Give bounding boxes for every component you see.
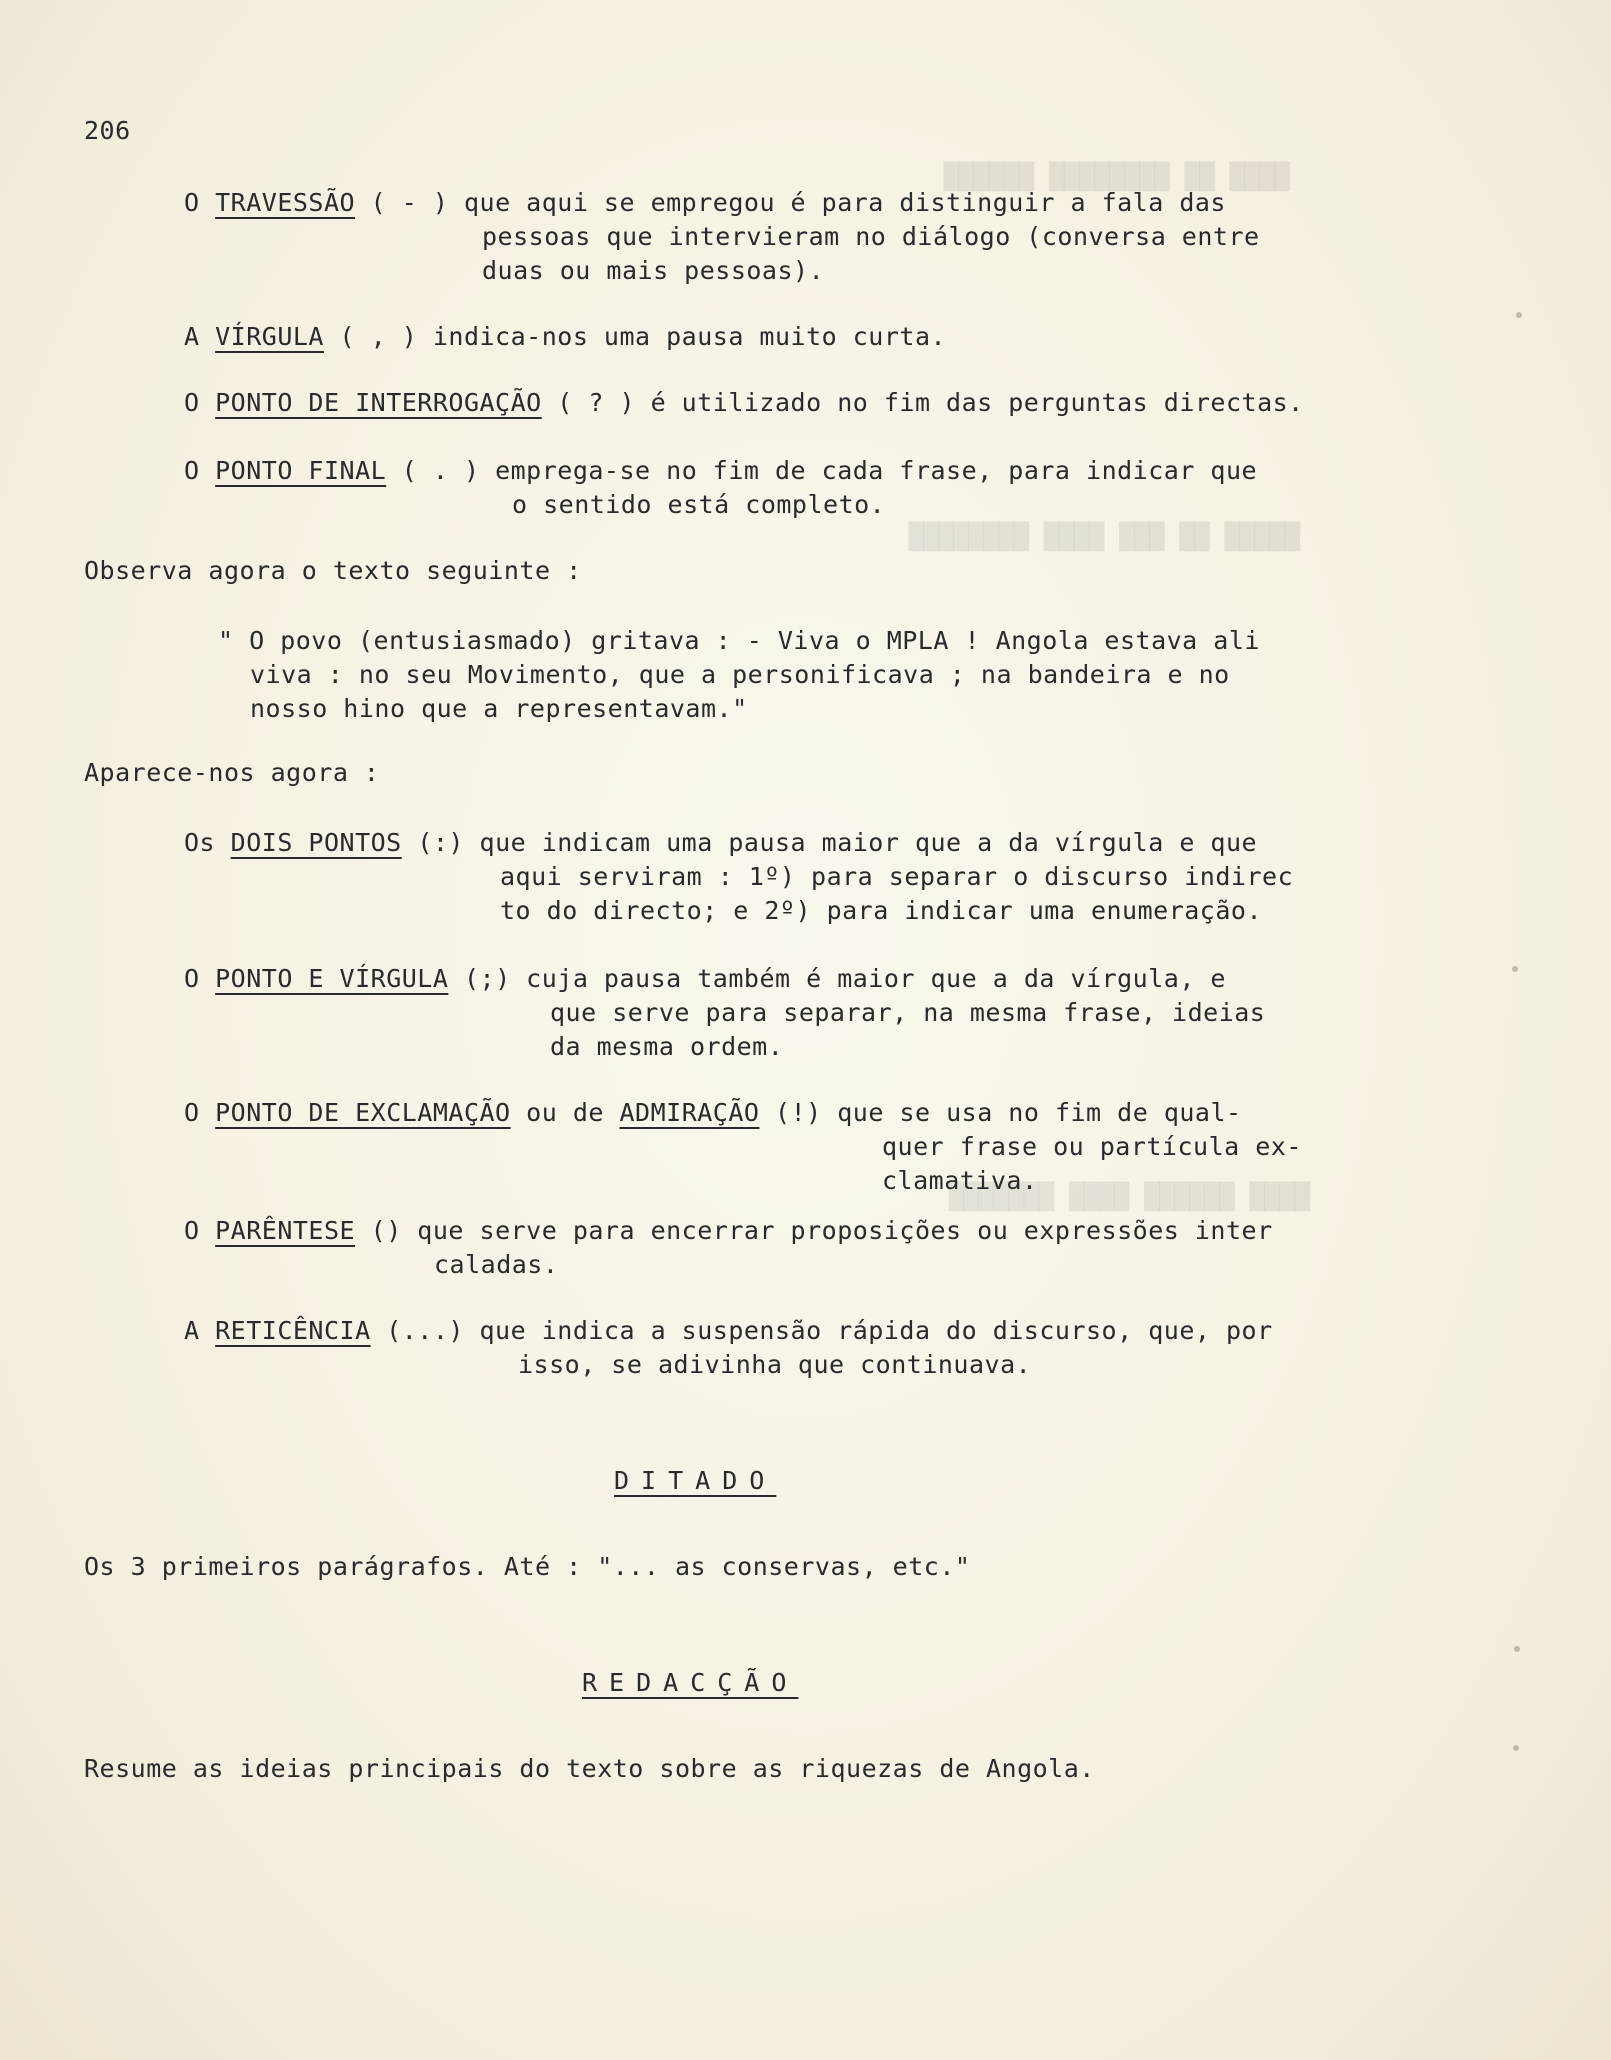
show-through-block: ████ ██████ ████ ███████ [948,1182,1310,1211]
dois-pontos-line-3: to do directo; e 2º) para indicar uma enumeração. [500,896,1263,925]
interrogacao-text: ( ? ) é utilizado no fim das perguntas directas. [557,388,1304,417]
virgula-text: ( , ) indica-nos uma pausa muito curta. [339,322,947,351]
travessao-term: TRAVESSÃO [215,188,356,217]
travessao-symbol: ( - ) [370,188,449,217]
reticencia-text: (...) que indica a suspensão rápida do discurso, que, por [386,1316,1273,1345]
redaccao-heading: REDACÇÃO [582,1668,799,1697]
dois-pontos-text: (:) que indicam uma pausa maior que a da vírgula e que [417,828,1258,857]
interrogacao-term: PONTO DE INTERROGAÇÃO [215,388,542,417]
exclamacao-term: PONTO DE EXCLAMAÇÃO [215,1098,511,1127]
exclamacao-line-3: clamativa. [882,1166,1038,1195]
travessao-text-3: duas ou mais pessoas). [482,256,825,285]
paper-speck [1514,1646,1520,1652]
ponto-final-line-1 [184,454,1257,488]
dois-pontos-line-1 [184,826,1257,860]
ponto-virgula-line-2: que serve para separar, na mesma frase, ideias [550,998,1266,1027]
exclamacao-prefix: O [184,1098,200,1127]
exclamacao-mid: ou de [526,1098,604,1127]
interrogacao-prefix: O [184,388,200,417]
ponto-final-term: PONTO FINAL [215,456,387,485]
redaccao-text: Resume as ideias principais do texto sobre as riquezas de Angola. [84,1754,1095,1783]
ditado-text: Os 3 primeiros parágrafos. Até : "... as conservas, etc." [84,1552,971,1581]
dois-pontos-prefix: Os [184,828,216,857]
quote-line-3: nosso hino que a representavam." [250,694,748,723]
ponto-final-prefix: O [184,456,200,485]
quote-line-1: " O povo (entusiasmado) gritava : - Viva o MPLA ! Angola estava ali [218,626,1260,655]
parentese-line-1 [184,1214,1273,1248]
page-number: 206 [84,116,131,145]
exclamacao-text: (!) que se usa no fim de qual- [775,1098,1242,1127]
travessao-text-2: pessoas que intervieram no diálogo (conversa entre [482,222,1260,251]
reticencia-line-2: isso, se adivinha que continuava. [518,1350,1032,1379]
travessao-text-1: que aqui se empregou é para distinguir a fala das [463,188,1226,217]
parentese-text: () que serve para encerrar proposições ou expressões inter [370,1216,1273,1245]
ponto-virgula-prefix: O [184,964,200,993]
paper-speck [1513,1745,1519,1751]
parentese-line-2: caladas. [434,1250,559,1279]
show-through-block: █████ ██ ███ ████ ████████ [908,522,1300,551]
observa-line: Observa agora o texto seguinte : [84,556,582,585]
parentese-term: PARÊNTESE [215,1216,356,1245]
ponto-final-text: ( . ) emprega-se no fim de cada frase, para indicar que [401,456,1258,485]
paper-speck [1516,312,1522,318]
reticencia-line-1 [184,1314,1273,1348]
ditado-heading: DITADO [614,1466,777,1495]
exclamacao-line-2: quer frase ou partícula ex- [882,1132,1302,1161]
aparece-line: Aparece-nos agora : [84,758,380,787]
ponto-virgula-line-3: da mesma ordem. [550,1032,784,1061]
travessao-line-1: O TRAVESSÃO ( - ) que aqui se empregou é para distinguir a fala das [184,188,1226,217]
dois-pontos-term: DOIS PONTOS [230,828,402,857]
ponto-final-line-2: o sentido está completo. [512,490,886,519]
virgula-term: VÍRGULA [215,322,324,351]
ponto-virgula-text: (;) cuja pausa também é maior que a da vírgula, e [463,964,1226,993]
quote-line-2: viva : no seu Movimento, que a personificava ; na bandeira e no [250,660,1230,689]
paper-speck [1512,966,1518,972]
exclamacao-line-1 [184,1096,1242,1130]
interrogacao-line [184,386,1304,420]
reticencia-term: RETICÊNCIA [215,1316,371,1345]
dois-pontos-line-2: aqui serviram : 1º) para separar o discurso indirec [500,862,1294,891]
show-through-block: ████ ██ ████████ ██████ [943,162,1290,191]
ponto-virgula-line-1 [184,962,1226,996]
virgula-prefix: A [184,322,200,351]
parentese-prefix: O [184,1216,200,1245]
virgula-line [184,320,946,354]
admiracao-term: ADMIRAÇÃO [619,1098,760,1127]
ponto-virgula-term: PONTO E VÍRGULA [215,964,449,993]
reticencia-prefix: A [184,1316,200,1345]
